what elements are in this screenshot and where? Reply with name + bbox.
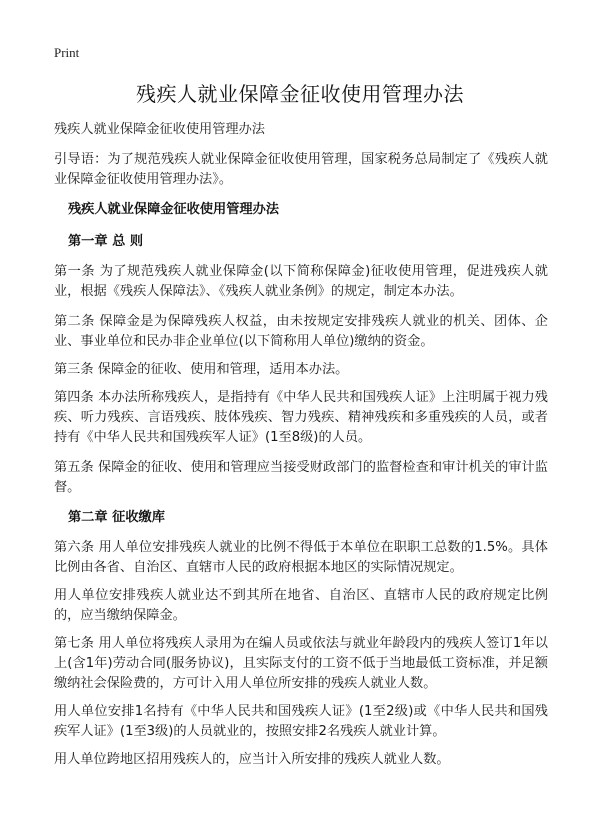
subtitle: 残疾人就业保障金征收使用管理办法 (54, 122, 265, 137)
article-6: 第六条 用人单位安排残疾人就业的比例不得低于本单位在职职工总数的1.5%。具体比例由各省、自治区、直辖市人民的政府根据本地区的实际情况规定。 (54, 540, 548, 575)
chapter-heading-1: 第一章 总 则 (68, 234, 144, 249)
article-1: 第一条 为了规范残疾人就业保障金(以下简称保障金)征收使用管理，促进残疾人就业，根据《残疾人保障法》、《残疾人就业条例》的规定，制定本办法。 (54, 264, 548, 299)
article-4: 第四条 本办法所称残疾人，是指持有《中华人民共和国残疾人证》上注明属于视力残疾、听力残疾、言语残疾、肢体残疾、智力残疾、精神残疾和多重残疾的人员，或者持有《中华人民共和国残疾军人证》(1至8级)的人员。 (54, 390, 548, 445)
article-2: 第二条 保障金是为保障残疾人权益，由未按规定安排残疾人就业的机关、团体、企业、事业单位和民办非企业单位(以下简称用人单位)缴纳的资金。 (54, 314, 548, 349)
article-7-paragraph-2: 用人单位安排1名持有《中华人民共和国残疾人证》(1至2级)或《中华人民共和国残疾军人证》(1至3级)的人员就业的，按照安排2名残疾人就业计算。 (54, 704, 548, 739)
article-7: 第七条 用人单位将残疾人录用为在编人员或依法与就业年龄段内的残疾人签订1年以上(含1年)劳动合同(服务协议)，且实际支付的工资不低于当地最低工资标准，并足额缴纳社会保险费的，方可计入用人单位所安排的残疾人就业人数。 (54, 636, 548, 691)
document-title: 残疾人就业保障金征收使用管理办法 (136, 82, 464, 106)
chapter-heading-2: 第二章 征收缴库 (68, 510, 165, 525)
article-7-paragraph-3: 用人单位跨地区招用残疾人的，应当计入所安排的残疾人就业人数。 (54, 752, 450, 767)
article-3: 第三条 保障金的征收、使用和管理，适用本办法。 (54, 362, 349, 377)
bold-title: 残疾人就业保障金征收使用管理办法 (68, 202, 279, 217)
article-6-paragraph-2: 用人单位安排残疾人就业达不到其所在地省、自治区、直辖市人民的政府规定比例的，应当缴纳保障金。 (54, 588, 548, 623)
article-5: 第五条 保障金的征收、使用和管理应当接受财政部门的监督检查和审计机关的审计监督。 (54, 460, 548, 495)
print-label: Print (54, 45, 80, 60)
intro-paragraph: 引导语：为了规范残疾人就业保障金征收使用管理，国家税务总局制定了《残疾人就业保障金征收使用管理办法》。 (54, 152, 548, 187)
